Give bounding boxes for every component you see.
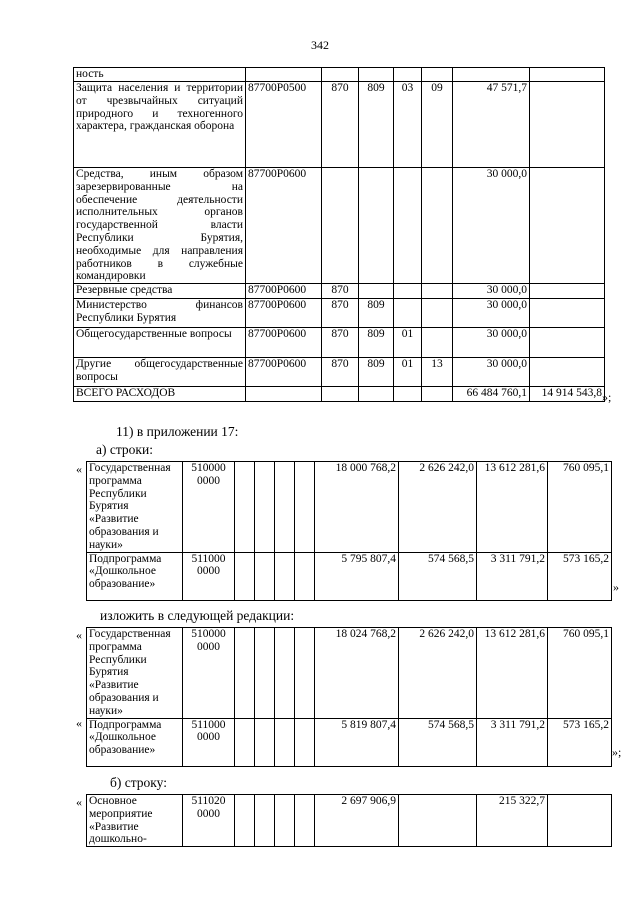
amount (530, 168, 605, 284)
empty-col (275, 552, 295, 600)
row-name: Основное мероприятие «Развитие дошкольно- (87, 795, 183, 847)
table-row (87, 718, 612, 766)
amount: 760 095,1 (548, 462, 612, 553)
code-col: 809 (359, 299, 394, 328)
target-code: 87700Р0500 (246, 82, 322, 168)
row-name: Подпрограмма «Дошкольное образование» (87, 552, 183, 600)
empty-col (275, 795, 295, 847)
code-col (422, 284, 453, 299)
amount: 574 568,5 (399, 552, 477, 600)
table-row (87, 552, 612, 600)
target-code (246, 387, 322, 402)
code-col: 870 (322, 299, 359, 328)
amount: 13 612 281,6 (477, 462, 548, 553)
amount: 2 697 906,9 (315, 795, 399, 847)
amount: 3 311 791,2 (477, 718, 548, 766)
table-row (74, 299, 605, 328)
empty-col (295, 552, 315, 600)
rows-table-new (86, 627, 612, 767)
amount: 5 795 807,4 (315, 552, 399, 600)
code-col: 870 (322, 328, 359, 358)
target-code: 511020 0000 (183, 795, 235, 847)
empty-col (255, 462, 275, 553)
code-col (422, 68, 453, 82)
row-name: Защита населения и территории от чрезвычайных ситуаций природного и техногенного характера, гражданская оборона (74, 82, 246, 168)
empty-col (255, 628, 275, 719)
empty-col (275, 628, 295, 719)
amount (530, 284, 605, 299)
target-code (246, 68, 322, 82)
amount (530, 328, 605, 358)
amount: 215 322,7 (477, 795, 548, 847)
target-code: 87700Р0600 (246, 328, 322, 358)
code-col: 809 (359, 328, 394, 358)
table-row (74, 68, 605, 82)
table-row (87, 462, 612, 553)
target-code: 87700Р0600 (246, 358, 322, 387)
close-quote: » (613, 580, 619, 594)
amount: 47 571,7 (453, 82, 530, 168)
code-col (394, 299, 422, 328)
target-code: 511000 0000 (183, 718, 235, 766)
open-quote: « (76, 462, 82, 476)
code-col (394, 284, 422, 299)
amount: 13 612 281,6 (477, 628, 548, 719)
amount: 14 914 543,8 (530, 387, 605, 402)
amount (530, 68, 605, 82)
item-11-heading: 11) в приложении 17: (116, 424, 239, 439)
row-name: Резервные средства (74, 284, 246, 299)
code-col (422, 168, 453, 284)
empty-col (235, 795, 255, 847)
table-row (74, 168, 605, 284)
empty-col (235, 462, 255, 553)
row-name: ВСЕГО РАСХОДОВ (74, 387, 246, 402)
code-col (359, 68, 394, 82)
table-row (87, 628, 612, 719)
rows-table-old (86, 461, 612, 601)
amount: 2 626 242,0 (399, 628, 477, 719)
code-col (359, 387, 394, 402)
target-code: 510000 0000 (183, 462, 235, 553)
amount: 66 484 760,1 (453, 387, 530, 402)
code-col: 809 (359, 358, 394, 387)
target-code: 510000 0000 (183, 628, 235, 719)
row-name: Другие общегосударственные вопросы (74, 358, 246, 387)
table1-close-mark: »; (602, 390, 612, 404)
code-col (422, 328, 453, 358)
table-row (74, 82, 605, 168)
amount: 30 000,0 (453, 284, 530, 299)
amount: 573 165,2 (548, 718, 612, 766)
code-col (394, 387, 422, 402)
open-quote: « (76, 628, 82, 642)
code-col: 01 (394, 328, 422, 358)
empty-col (295, 718, 315, 766)
code-col: 870 (322, 358, 359, 387)
amount (399, 795, 477, 847)
amount: 760 095,1 (548, 628, 612, 719)
amount (453, 68, 530, 82)
row-table (86, 794, 612, 847)
code-col: 870 (322, 284, 359, 299)
close-quote-semicolon: »; (612, 745, 622, 759)
row-name: Государственная программа Республики Бурятия «Развитие образования и науки» (87, 628, 183, 719)
page-number: 342 (311, 38, 329, 52)
table-row (74, 284, 605, 299)
code-col: 870 (322, 82, 359, 168)
amount: 573 165,2 (548, 552, 612, 600)
open-quote: « (76, 716, 82, 730)
row-name: Общегосударственные вопросы (74, 328, 246, 358)
table-row (74, 387, 605, 402)
item-a-heading: а) строки: (96, 442, 153, 457)
amount: 30 000,0 (453, 299, 530, 328)
code-col (322, 387, 359, 402)
amount: 18 000 768,2 (315, 462, 399, 553)
target-code: 511000 0000 (183, 552, 235, 600)
amount (548, 795, 612, 847)
code-col (359, 284, 394, 299)
empty-col (295, 462, 315, 553)
amount: 18 024 768,2 (315, 628, 399, 719)
row-name: Средства, иным образом зарезервированные на обеспечение деятельности исполнительных органов государственной власти Республики Бурятия, необходимые для направления работников в служебные командировки (74, 168, 246, 284)
row-name: Государственная программа Республики Бурятия «Развитие образования и науки» (87, 462, 183, 553)
target-code: 87700Р0600 (246, 168, 322, 284)
row-name: Подпрограмма «Дошкольное образование» (87, 718, 183, 766)
code-col (359, 168, 394, 284)
code-col: 09 (422, 82, 453, 168)
budget-table (73, 67, 605, 402)
code-col: 13 (422, 358, 453, 387)
empty-col (295, 795, 315, 847)
table-row (87, 795, 612, 847)
empty-col (255, 552, 275, 600)
empty-col (235, 718, 255, 766)
new-edition-heading: изложить в следующей редакции: (100, 608, 295, 623)
empty-col (255, 795, 275, 847)
empty-col (235, 552, 255, 600)
row-name: Министерство финансов Республики Бурятия (74, 299, 246, 328)
code-col (394, 68, 422, 82)
code-col (322, 168, 359, 284)
row-name: ность (74, 68, 246, 82)
code-col (422, 387, 453, 402)
amount: 3 311 791,2 (477, 552, 548, 600)
table-row (74, 358, 605, 387)
item-b-heading: б) строку: (110, 775, 167, 790)
amount: 30 000,0 (453, 168, 530, 284)
code-col (422, 299, 453, 328)
code-col: 809 (359, 82, 394, 168)
empty-col (275, 462, 295, 553)
amount: 5 819 807,4 (315, 718, 399, 766)
amount (530, 358, 605, 387)
empty-col (255, 718, 275, 766)
amount: 574 568,5 (399, 718, 477, 766)
empty-col (295, 628, 315, 719)
code-col: 03 (394, 82, 422, 168)
target-code: 87700Р0600 (246, 284, 322, 299)
amount: 2 626 242,0 (399, 462, 477, 553)
table-row (74, 328, 605, 358)
amount: 30 000,0 (453, 358, 530, 387)
amount (530, 82, 605, 168)
amount: 30 000,0 (453, 328, 530, 358)
amount (530, 299, 605, 328)
empty-col (275, 718, 295, 766)
target-code: 87700Р0600 (246, 299, 322, 328)
code-col: 01 (394, 358, 422, 387)
code-col (394, 168, 422, 284)
open-quote: « (76, 795, 82, 809)
code-col (322, 68, 359, 82)
empty-col (235, 628, 255, 719)
